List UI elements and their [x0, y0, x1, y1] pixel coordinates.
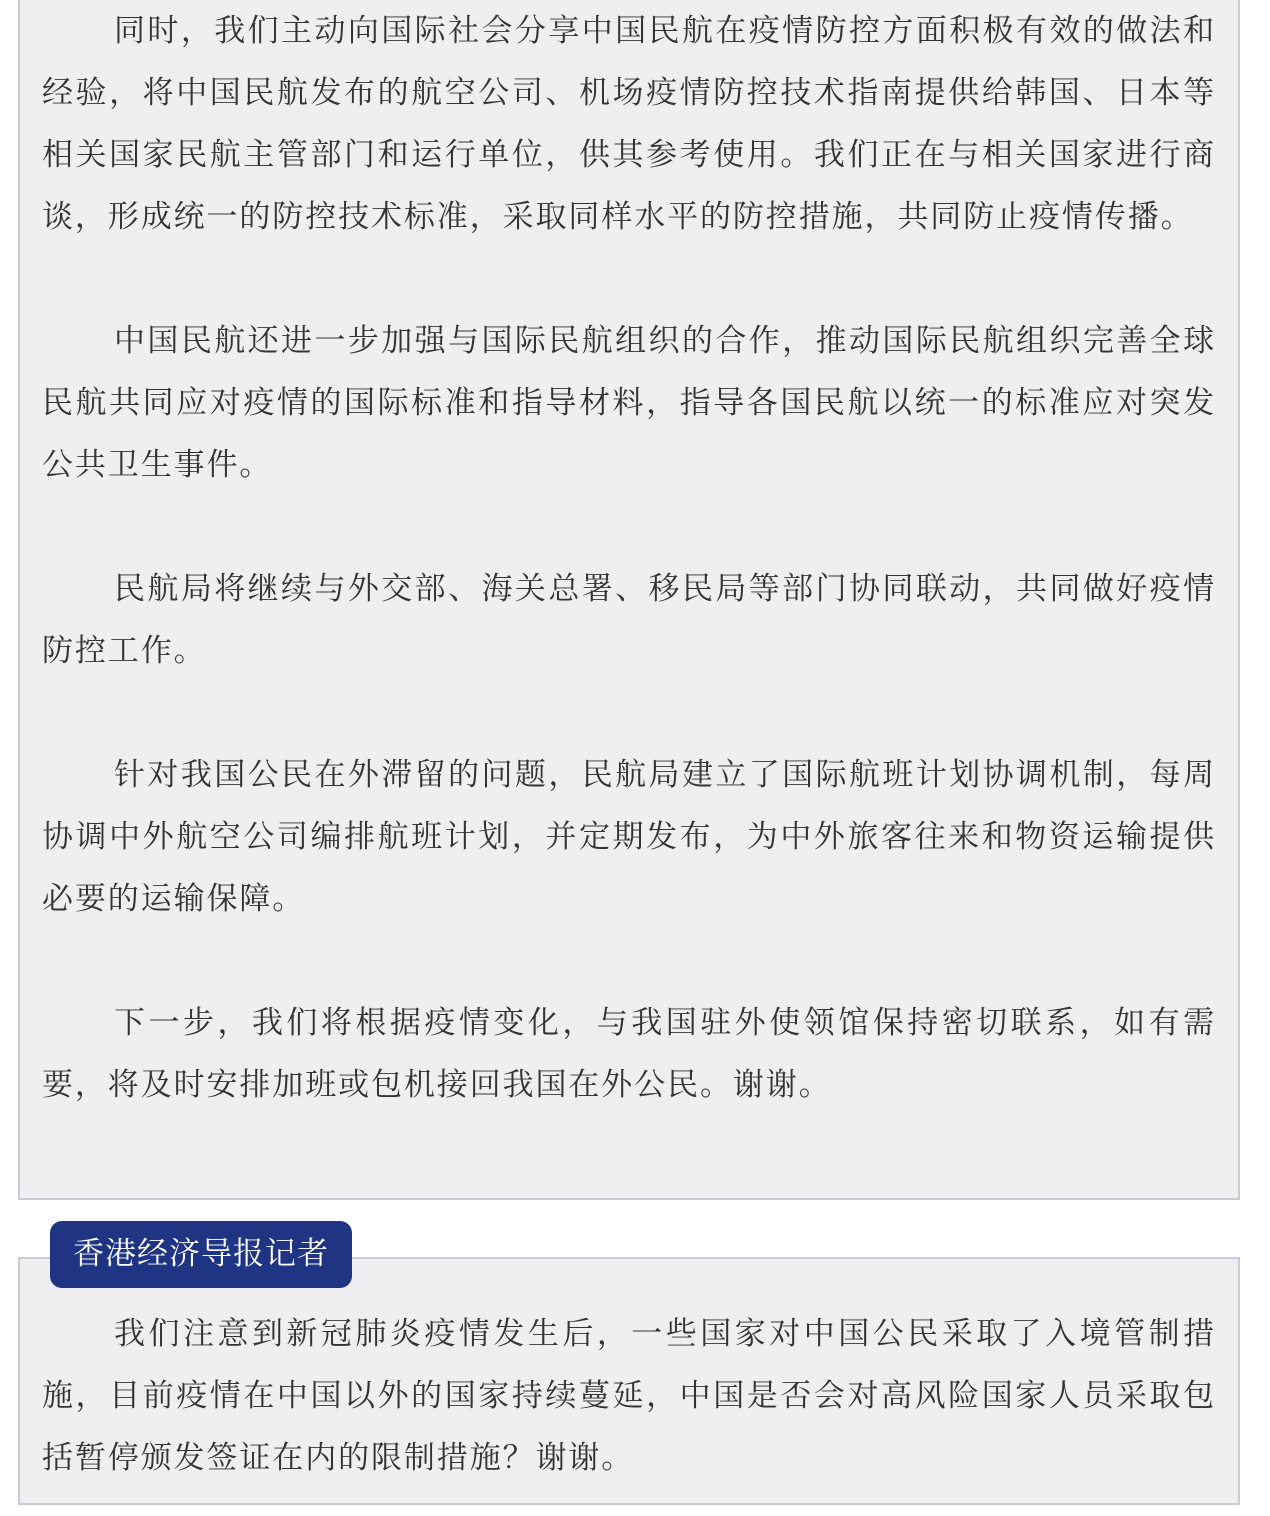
- answer-card: [18, 0, 1240, 1200]
- paragraph-spacer: [42, 682, 1216, 744]
- question-paragraph-1: 我们注意到新冠肺炎疫情发生后，一些国家对中国公民采取了入境管制措施，目前疫情在中国以外的国家持续蔓延，中国是否会对高风险国家人员采取包括暂停颁发签证在内的限制措施？谢谢。: [42, 1316, 1216, 1476]
- paragraph-spacer: [42, 248, 1216, 310]
- question-card: [18, 1257, 1240, 1505]
- paragraph-spacer: [42, 930, 1216, 992]
- speaker-tag: 香港经济导报记者: [50, 1221, 352, 1288]
- paragraph-spacer: [42, 496, 1216, 558]
- answer-paragraph-3: 民航局将继续与外交部、海关总署、移民局等部门协同联动，共同做好疫情防控工作。: [42, 571, 1216, 669]
- answer-paragraph-1: 同时，我们主动向国际社会分享中国民航在疫情防控方面积极有效的做法和经验，将中国民航发布的航空公司、机场疫情防控技术指南提供给韩国、日本等相关国家民航主管部门和运行单位，供其参考使用。我们正在与相关国家进行商谈，形成统一的防控技术标准，采取同样水平的防控措施，共同防止疫情传播。: [42, 13, 1216, 235]
- answer-paragraph-5: 下一步，我们将根据疫情变化，与我国驻外使领馆保持密切联系，如有需要，将及时安排加班或包机接回我国在外公民。谢谢。: [42, 1005, 1216, 1103]
- answer-paragraph-2: 中国民航还进一步加强与国际民航组织的合作，推动国际民航组织完善全球民航共同应对疫情的国际标准和指导材料，指导各国民航以统一的标准应对突发公共卫生事件。: [42, 323, 1216, 483]
- answer-paragraph-4: 针对我国公民在外滞留的问题，民航局建立了国际航班计划协调机制，每周协调中外航空公司编排航班计划，并定期发布，为中外旅客往来和物资运输提供必要的运输保障。: [42, 757, 1216, 917]
